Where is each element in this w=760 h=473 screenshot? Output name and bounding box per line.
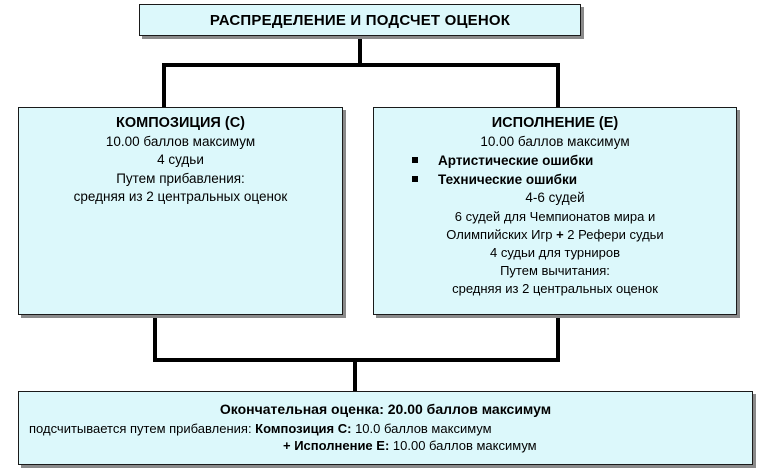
execution-tournaments: 4 судьи для турниров — [490, 244, 620, 260]
list-item — [374, 151, 736, 170]
bullet-artistic-errors: Артистические ошибки — [438, 153, 594, 168]
formula-execution-value: 10.00 баллов максимум — [389, 438, 537, 453]
square-bullet-icon — [412, 157, 418, 163]
connector-top-vertical — [358, 36, 362, 66]
connector-top-horizontal — [162, 63, 560, 67]
connector-top-right-drop — [556, 63, 560, 107]
composition-max: 10.00 баллов максимум — [105, 133, 256, 149]
execution-bullet-list — [374, 151, 736, 189]
execution-method: Путем вычитания: — [500, 262, 610, 278]
final-score-formula-line2 — [283, 437, 537, 454]
execution-judges: 4-6 судей — [525, 190, 585, 205]
formula-prefix: подсчитывается путем прибавления: — [29, 421, 256, 436]
bullet-technical-errors: Технические ошибки — [438, 172, 578, 187]
composition-box — [18, 107, 343, 315]
final-score-title: Окончательная оценка: 20.00 баллов максимум — [219, 401, 552, 417]
execution-heading: ИСПОЛНЕНИЕ (Е) — [491, 115, 619, 131]
composition-heading: КОМПОЗИЦИЯ (С) — [115, 115, 245, 131]
execution-max: 10.00 баллов максимум — [480, 133, 630, 149]
connector-bottom-vertical — [353, 358, 357, 391]
referee-text: 2 Рефери судьи — [563, 226, 664, 242]
diagram-title: РАСПРЕДЕЛЕНИЕ И ПОДСЧЕТ ОЦЕНОК — [209, 11, 511, 29]
execution-average: средняя из 2 центральных оценок — [452, 280, 658, 296]
olympic-text: Олимпийских Игр — [446, 226, 557, 242]
final-score-box — [18, 391, 753, 465]
formula-composition-value: 10.0 баллов максимум — [351, 421, 492, 436]
execution-box — [373, 107, 737, 315]
execution-championship-line1: 6 судей для Чемпионатов мира и — [454, 208, 656, 224]
formula-execution-label: + Исполнение Е: — [283, 438, 390, 453]
connector-bottom-right-rise — [556, 315, 560, 362]
composition-average: средняя из 2 центральных оценок — [73, 189, 288, 204]
execution-championship-line2 — [374, 226, 736, 244]
plus-sign: + — [556, 226, 564, 242]
composition-judges: 4 судьи — [157, 152, 204, 167]
list-item — [374, 170, 736, 189]
connector-bottom-left-rise — [153, 315, 157, 362]
title-box — [139, 4, 581, 36]
composition-method: Путем прибавления: — [116, 170, 245, 186]
connector-top-left-drop — [162, 63, 166, 107]
square-bullet-icon — [412, 176, 418, 182]
formula-composition-label: Композиция С: — [255, 421, 352, 436]
final-score-formula-line1 — [29, 420, 492, 437]
